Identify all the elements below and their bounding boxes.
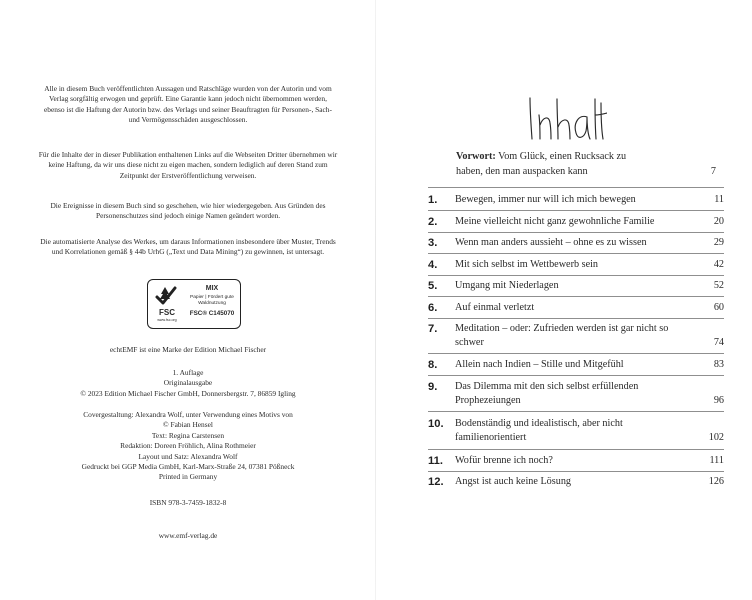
text-data-mining-paragraph <box>38 237 338 258</box>
toc-divider <box>428 411 724 412</box>
edition-number: 1. Auflage <box>172 368 204 377</box>
chapter-page-number: 74 <box>713 337 724 348</box>
toc-divider <box>428 275 724 276</box>
disclaimer-paragraph <box>38 84 338 126</box>
cover-photo-credit: © Fabian Hensel <box>163 420 213 430</box>
toc-divider <box>428 187 724 188</box>
fsc-mix: MIX <box>205 285 219 292</box>
fsc-logo-label: FSC <box>159 308 175 317</box>
foreword-entry <box>456 149 716 179</box>
chapter-title: Auf einmal verletzt <box>455 302 535 313</box>
chapter-title: Angst ist auch keine Lösung <box>455 476 572 487</box>
brand-note <box>38 345 338 355</box>
edition-info <box>38 368 338 399</box>
events-note-paragraph <box>38 201 338 222</box>
chapter-number: 12. <box>428 476 444 488</box>
chapter-page-number: 83 <box>713 359 724 370</box>
chapter-title: Wenn man anders aussieht – ohne es zu wissen <box>455 237 647 248</box>
chapter-page-number: 60 <box>713 302 724 313</box>
fsc-mix-label <box>147 279 241 329</box>
foreword-title-line2: haben, den man auspacken kann <box>456 166 588 177</box>
fsc-description: Papier | Fördert gute Waldnutzung <box>190 295 234 306</box>
editing-credit: Redaktion: Doreen Fröhlich, Alina Rothmeier <box>120 441 256 451</box>
publisher-website-text: www.emf-verlag.de <box>158 531 218 540</box>
toc-divider <box>428 210 724 211</box>
chapter-page-number: 20 <box>713 216 724 227</box>
chapter-title: Bodenständig und idealistisch, aber nicht familienorientiert <box>455 418 623 443</box>
toc-title <box>521 93 607 148</box>
chapter-page-number: 96 <box>713 395 724 406</box>
toc-divider <box>428 253 724 254</box>
chapter-number: 7. <box>428 323 438 335</box>
chapter-number: 1. <box>428 194 438 206</box>
chapter-number: 6. <box>428 302 438 314</box>
credits <box>38 410 338 483</box>
chapter-title: Meine vielleicht nicht ganz gewohnliche Familie <box>455 216 655 227</box>
original-edition: Originalausgabe <box>163 378 213 388</box>
foreword-page-number: 7 <box>710 166 716 177</box>
chapter-title: Umgang mit Niederlagen <box>455 280 559 291</box>
print-credit: Gedruckt bei GGP Media GmbH, Karl-Marx-Straße 24, 07381 Pößneck <box>81 462 295 472</box>
toc-divider <box>428 353 724 354</box>
fsc-text-block <box>184 284 240 317</box>
isbn <box>38 498 338 508</box>
fsc-website: www.fsc.org <box>157 318 177 322</box>
isbn-text: ISBN 978-3-7459-1832-8 <box>149 498 227 507</box>
toc-divider <box>428 375 724 376</box>
text-credit: Text: Regina Carstensen <box>151 430 225 440</box>
chapter-page-number: 111 <box>709 455 724 466</box>
toc-divider <box>428 471 724 472</box>
chapter-page-number: 126 <box>708 476 724 487</box>
chapter-page-number: 42 <box>713 259 724 270</box>
fsc-logo <box>151 283 181 325</box>
chapter-title: Das Dilemma mit den sich selbst erfüllenden Prophezeiungen <box>455 381 639 406</box>
chapter-title: Allein nach Indien – Stille und Mitgefühl <box>455 359 624 370</box>
chapter-number: 5. <box>428 280 438 292</box>
toc-divider <box>428 232 724 233</box>
links-disclaimer-text: Für die Inhalte der in dieser Publikation enthaltenen Links auf die Webseiten Dritter übernehmen wir keine Haftung, da wir uns diese nicht zu eigen machen, sondern lediglich auf deren Stand zum Zeitpunkt der Erstveröffentlichung verweisen. <box>38 150 338 180</box>
chapter-number: 10. <box>428 418 444 430</box>
text-data-mining-text: Die automatisierte Analyse des Werkes, um daraus Informationen insbesondere über Muster, Trends und Korrelationen gemäß § 44b UrhG („Text und Data Mining“) zu gewinnen, ist untersagt. <box>40 237 336 257</box>
chapter-number: 11. <box>428 455 443 467</box>
fsc-tree-checkmark-icon <box>153 283 179 309</box>
disclaimer-text: Alle in diesem Buch veröffentlichten Aussagen und Ratschläge wurden von der Autorin und vom Verlag sorgfältig erwogen und geprüft. Eine Garantie kann jedoch nicht übernommen werden, ebenso ist die Haftung der Autorin bzw. des Verlags und seiner Beauftragten für Personen-, Sach- und Vermögensschäden ausgeschlossen. <box>44 84 332 125</box>
foreword-title <box>456 149 716 164</box>
brand-text: echtEMF ist eine Marke der Edition Michael Fischer <box>109 345 267 354</box>
chapter-number: 2. <box>428 216 438 228</box>
table-of-contents-page <box>376 0 752 600</box>
chapter-number: 4. <box>428 259 438 271</box>
toc-title-handwriting <box>521 93 607 148</box>
chapter-page-number: 52 <box>713 280 724 291</box>
printed-country: Printed in Germany <box>158 472 218 482</box>
chapter-number: 9. <box>428 381 438 393</box>
chapter-title: Meditation – oder: Zufrieden werden ist gar nicht so schwer <box>455 323 669 348</box>
cover-credit-line: Covergestaltung: Alexandra Wolf, unter Verwendung eines Motivs von <box>83 410 293 419</box>
copyright: © 2023 Edition Michael Fischer GmbH, Donnersbergstr. 7, 86859 Igling <box>80 388 296 398</box>
chapter-title: Bewegen, immer nur will ich mich bewegen <box>455 194 636 205</box>
chapter-number: 3. <box>428 237 438 249</box>
chapter-page-number: 102 <box>708 432 724 443</box>
toc-divider <box>428 318 724 319</box>
links-disclaimer-paragraph <box>38 150 338 181</box>
chapter-page-number: 11 <box>714 194 724 205</box>
foreword-title-line1: Vom Glück, einen Rucksack zu <box>495 151 627 162</box>
chapter-number: 8. <box>428 359 438 371</box>
chapter-title: Mit sich selbst im Wettbewerb sein <box>455 259 599 270</box>
toc-divider <box>428 296 724 297</box>
chapter-page-number: 29 <box>713 237 724 248</box>
layout-credit: Layout und Satz: Alexandra Wolf <box>138 451 238 461</box>
fsc-license-code: FSC® C145070 <box>189 310 235 318</box>
events-note-text: Die Ereignisse in diesem Buch sind so geschehen, wie hier wiedergegeben. Aus Gründen des Personenschutzes sind jedoch einige Namen geändert worden. <box>50 201 326 221</box>
toc-divider <box>428 449 724 450</box>
publisher-website <box>38 531 338 541</box>
chapter-title: Wofür brenne ich noch? <box>455 455 553 466</box>
foreword-label: Vorwort: <box>456 151 496 162</box>
